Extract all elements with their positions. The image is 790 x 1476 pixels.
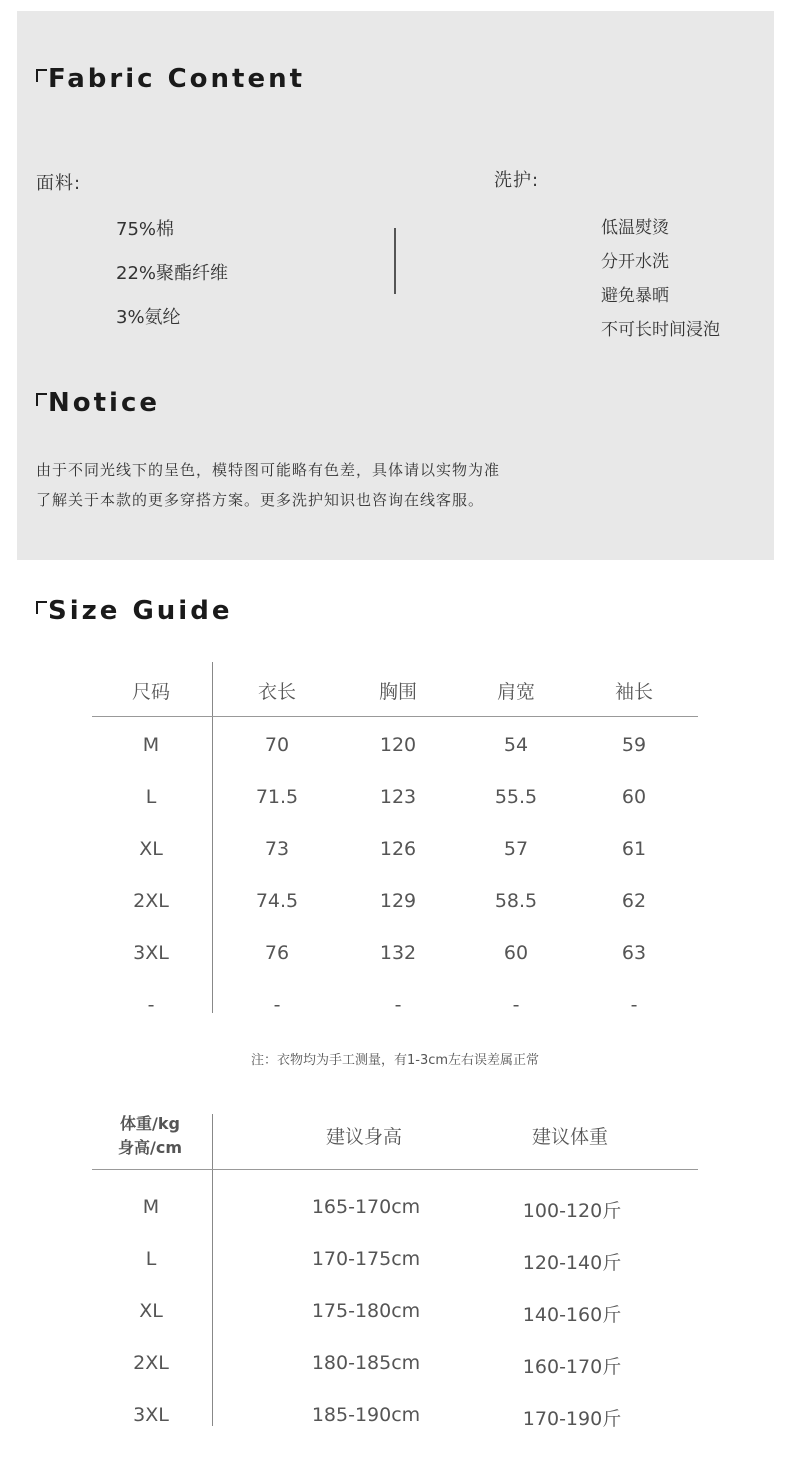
chest-cell: 129 xyxy=(379,890,417,912)
length-header: 衣长 xyxy=(257,681,297,703)
fabric-content-title: Fabric Content xyxy=(48,64,306,94)
size-cell: L xyxy=(145,1248,157,1270)
size-cell: 2XL xyxy=(133,890,169,912)
sleeve-cell: - xyxy=(630,994,638,1016)
care-item: 低温熨烫 xyxy=(601,218,669,238)
size-cell: XL xyxy=(139,1300,163,1322)
table-header-rule xyxy=(92,1169,698,1170)
size-cell: 3XL xyxy=(133,942,169,964)
weight-cell: 140-160斤 xyxy=(522,1304,622,1326)
height-cell: 175-180cm xyxy=(311,1300,421,1322)
weight-cell: 120-140斤 xyxy=(522,1252,622,1274)
shoulder-cell: 57 xyxy=(503,838,529,860)
size-cell: XL xyxy=(139,838,163,860)
chest-header: 胸围 xyxy=(378,681,418,703)
size-cell: M xyxy=(142,1196,160,1218)
sleeve-cell: 62 xyxy=(621,890,647,912)
title-corner-mark xyxy=(36,601,47,614)
chest-cell: 126 xyxy=(379,838,417,860)
length-cell: - xyxy=(273,994,281,1016)
rec-weight-header: 建议体重 xyxy=(531,1126,609,1148)
size-cell: M xyxy=(142,734,160,756)
size-header: 尺码 xyxy=(131,681,171,703)
height-unit-header: 身高/cm xyxy=(117,1138,183,1157)
weight-cell: 170-190斤 xyxy=(522,1408,622,1430)
shoulder-cell: 54 xyxy=(503,734,529,756)
weight-unit-header: 体重/kg xyxy=(120,1114,180,1133)
length-cell: 71.5 xyxy=(255,786,299,808)
sleeve-header: 袖长 xyxy=(614,681,654,703)
material-item: 75%棉 xyxy=(116,219,175,240)
length-cell: 76 xyxy=(264,942,290,964)
size-cell: - xyxy=(147,994,155,1016)
chest-cell: 123 xyxy=(379,786,417,808)
length-cell: 70 xyxy=(264,734,290,756)
material-item: 3%氨纶 xyxy=(116,307,181,328)
shoulder-header: 肩宽 xyxy=(496,681,536,703)
sleeve-cell: 63 xyxy=(621,942,647,964)
title-corner-mark xyxy=(36,69,47,82)
shoulder-cell: - xyxy=(512,994,520,1016)
table-divider-vertical xyxy=(212,662,213,1013)
height-cell: 180-185cm xyxy=(311,1352,421,1374)
care-label: 洗护: xyxy=(494,170,540,191)
care-item: 避免暴晒 xyxy=(601,286,669,306)
notice-line: 了解关于本款的更多穿搭方案。更多洗护知识也咨询在线客服。 xyxy=(36,491,485,509)
measurement-note: 注：衣物均为手工测量，有1-3cm左右误差属正常 xyxy=(250,1053,540,1068)
divider-vertical xyxy=(394,228,396,294)
sleeve-cell: 61 xyxy=(621,838,647,860)
notice-line: 由于不同光线下的呈色，模特图可能略有色差，具体请以实物为准 xyxy=(36,461,501,479)
sleeve-cell: 60 xyxy=(621,786,647,808)
table-header-rule xyxy=(92,716,698,717)
shoulder-cell: 60 xyxy=(503,942,529,964)
material-label: 面料: xyxy=(36,173,82,194)
table-divider-vertical xyxy=(212,1114,213,1426)
weight-cell: 160-170斤 xyxy=(522,1356,622,1378)
sleeve-cell: 59 xyxy=(621,734,647,756)
size-guide-title: Size Guide xyxy=(48,596,233,626)
size-cell: 3XL xyxy=(133,1404,169,1426)
weight-cell: 100-120斤 xyxy=(522,1200,622,1222)
notice-title: Notice xyxy=(48,388,161,418)
length-cell: 73 xyxy=(264,838,290,860)
size-cell: 2XL xyxy=(133,1352,169,1374)
size-cell: L xyxy=(145,786,157,808)
height-cell: 185-190cm xyxy=(311,1404,421,1426)
shoulder-cell: 58.5 xyxy=(494,890,538,912)
length-cell: 74.5 xyxy=(255,890,299,912)
height-cell: 165-170cm xyxy=(311,1196,421,1218)
rec-height-header: 建议身高 xyxy=(325,1126,403,1148)
chest-cell: - xyxy=(394,994,402,1016)
chest-cell: 120 xyxy=(379,734,417,756)
chest-cell: 132 xyxy=(379,942,417,964)
title-corner-mark xyxy=(36,393,47,406)
care-item: 不可长时间浸泡 xyxy=(601,320,720,340)
care-item: 分开水洗 xyxy=(601,252,669,272)
material-item: 22%聚酯纤维 xyxy=(116,263,229,284)
height-cell: 170-175cm xyxy=(311,1248,421,1270)
shoulder-cell: 55.5 xyxy=(494,786,538,808)
